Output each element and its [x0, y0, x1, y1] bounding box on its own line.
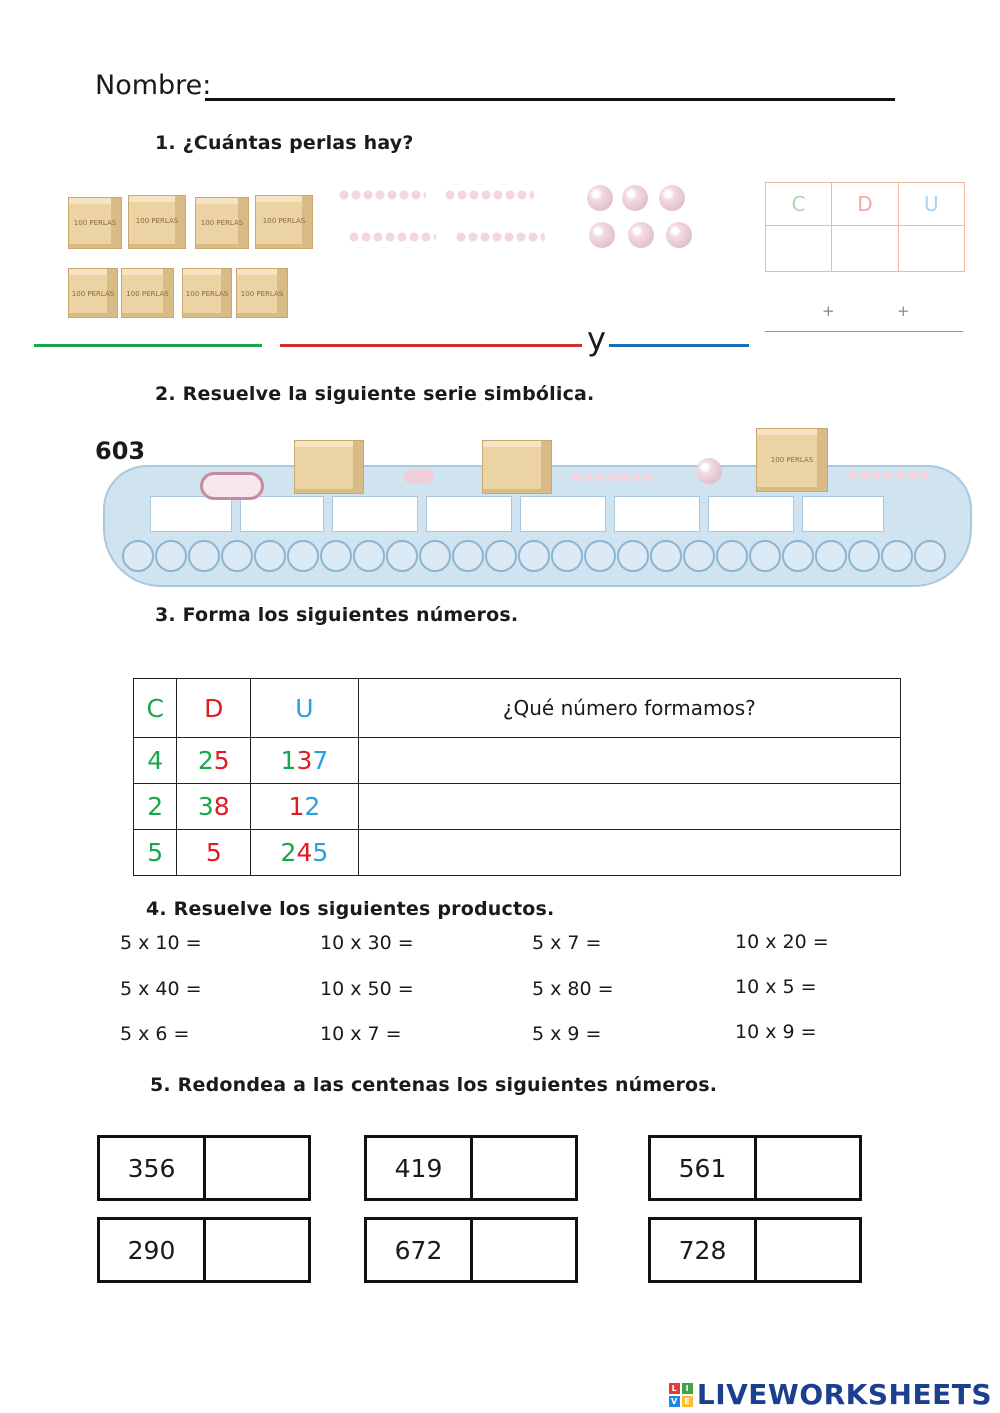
- conveyor-rollers: [120, 536, 955, 576]
- pearl-cluster-icon: [404, 470, 434, 484]
- pearl-icon: [587, 185, 613, 211]
- sum-line[interactable]: [765, 331, 963, 332]
- rounding-box: [97, 1217, 311, 1283]
- product-item: 5 x 40 =: [120, 978, 202, 1000]
- pearl-strand-icon: [338, 186, 426, 204]
- cell-c: 5: [134, 830, 177, 876]
- answer-cell[interactable]: [358, 830, 900, 876]
- plus-sign: +: [897, 302, 910, 320]
- cdu-header-c: C: [766, 183, 832, 226]
- series-answer-slot-6[interactable]: [614, 496, 700, 532]
- form-numbers-table: [133, 678, 901, 876]
- pearl-icon: [696, 458, 722, 484]
- table-row: [134, 738, 901, 784]
- pearl-box-icon: 100 PERLAS: [128, 195, 186, 249]
- series-answer-slot-1[interactable]: [150, 496, 232, 532]
- pearl-loop-icon: [200, 472, 264, 500]
- rounding-box: [648, 1217, 862, 1283]
- answer-line-hundreds[interactable]: [34, 344, 262, 347]
- pearl-strand-icon: [570, 468, 654, 486]
- product-item: 10 x 5 =: [735, 976, 817, 998]
- rounding-answer[interactable]: [206, 1220, 308, 1280]
- header-d: D: [177, 679, 251, 738]
- answer-cell[interactable]: [358, 784, 900, 830]
- rounding-number: 672: [367, 1220, 473, 1280]
- rounding-answer[interactable]: [473, 1220, 575, 1280]
- series-answer-slot-7[interactable]: [708, 496, 794, 532]
- pearl-strand-icon: [455, 228, 545, 246]
- cell-d: 5: [177, 830, 251, 876]
- pearl-box-empty-icon: [482, 440, 552, 494]
- series-answer-slot-4[interactable]: [426, 496, 512, 532]
- rounding-answer[interactable]: [473, 1138, 575, 1198]
- series-answer-slot-8[interactable]: [802, 496, 884, 532]
- cell-d: 38: [177, 784, 251, 830]
- product-item: 10 x 9 =: [735, 1021, 817, 1043]
- cdu-header-d: D: [832, 183, 898, 226]
- rounding-answer[interactable]: [206, 1138, 308, 1198]
- pearl-box-icon: 100 PERLAS: [68, 268, 118, 318]
- question-2-title: 2. Resuelve la siguiente serie simbólica.: [155, 383, 595, 405]
- pearl-box-icon: 100 PERLAS: [195, 197, 249, 249]
- product-item: 5 x 7 =: [532, 932, 602, 954]
- liveworksheets-logo: [669, 1378, 992, 1411]
- rounding-number: 356: [100, 1138, 206, 1198]
- cell-d: 25: [177, 738, 251, 784]
- cdu-answer-table: [765, 182, 965, 272]
- rounding-box: [648, 1135, 862, 1201]
- rounding-answer[interactable]: [757, 1138, 859, 1198]
- series-start-number: 603: [95, 437, 146, 465]
- rounding-number: 290: [100, 1220, 206, 1280]
- pearl-icon: [666, 222, 692, 248]
- pearl-icon: [589, 222, 615, 248]
- rounding-box: [364, 1135, 578, 1201]
- product-item: 5 x 6 =: [120, 1023, 190, 1045]
- pearl-box-icon: 100 PERLAS: [756, 428, 828, 492]
- rounding-box: [364, 1217, 578, 1283]
- rounding-number: 728: [651, 1220, 757, 1280]
- series-answer-slot-3[interactable]: [332, 496, 418, 532]
- pearl-icon: [659, 185, 685, 211]
- rounding-number: 561: [651, 1138, 757, 1198]
- question-4-title: 4. Resuelve los siguientes productos.: [146, 898, 555, 920]
- pearl-strand-icon: [846, 466, 930, 484]
- header-u: U: [251, 679, 359, 738]
- cdu-input-c[interactable]: [766, 226, 832, 272]
- plus-sign: +: [822, 302, 835, 320]
- cell-u: 245: [251, 830, 359, 876]
- cell-u: 137: [251, 738, 359, 784]
- cdu-input-d[interactable]: [832, 226, 898, 272]
- header-c: C: [134, 679, 177, 738]
- answer-line-units[interactable]: [609, 344, 749, 347]
- pearl-icon: [628, 222, 654, 248]
- product-item: 10 x 50 =: [320, 978, 414, 1000]
- product-item: 5 x 9 =: [532, 1023, 602, 1045]
- series-answer-slot-5[interactable]: [520, 496, 606, 532]
- liveworksheets-mark-icon: L I V E: [669, 1383, 693, 1407]
- rounding-box: [97, 1135, 311, 1201]
- cell-c: 4: [134, 738, 177, 784]
- connector-y: y: [587, 320, 606, 358]
- pearl-icon: [622, 185, 648, 211]
- pearl-box-icon: 100 PERLAS: [255, 195, 313, 249]
- product-item: 10 x 7 =: [320, 1023, 402, 1045]
- question-3-title: 3. Forma los siguientes números.: [155, 604, 519, 626]
- table-row: [134, 830, 901, 876]
- rollers-icon: [120, 536, 955, 576]
- product-item: 10 x 30 =: [320, 932, 414, 954]
- table-row: [134, 784, 901, 830]
- pearl-box-icon: 100 PERLAS: [68, 197, 122, 249]
- question-1-title: 1. ¿Cuántas perlas hay?: [155, 132, 414, 154]
- cdu-input-u[interactable]: [898, 226, 964, 272]
- answer-cell[interactable]: [358, 738, 900, 784]
- header-question: ¿Qué número formamos?: [358, 679, 900, 738]
- pearl-box-icon: 100 PERLAS: [236, 268, 288, 318]
- cell-u: 12: [251, 784, 359, 830]
- rounding-number: 419: [367, 1138, 473, 1198]
- pearl-strand-icon: [348, 228, 436, 246]
- cell-c: 2: [134, 784, 177, 830]
- answer-line-tens[interactable]: [280, 344, 582, 347]
- question-5-title: 5. Redondea a las centenas los siguientes números.: [150, 1074, 718, 1096]
- liveworksheets-brand: LIVEWORKSHEETS: [696, 1378, 992, 1411]
- pearl-box-empty-icon: [294, 440, 364, 494]
- name-label: Nombre:: [95, 70, 212, 101]
- pearl-box-icon: 100 PERLAS: [121, 268, 174, 318]
- pearl-strand-icon: [444, 186, 534, 204]
- product-item: 5 x 10 =: [120, 932, 202, 954]
- series-answer-slot-2[interactable]: [240, 496, 324, 532]
- pearl-box-icon: 100 PERLAS: [182, 268, 232, 318]
- product-item: 10 x 20 =: [735, 931, 829, 953]
- product-item: 5 x 80 =: [532, 978, 614, 1000]
- rounding-answer[interactable]: [757, 1220, 859, 1280]
- table-header-row: [134, 679, 901, 738]
- name-input-line[interactable]: [205, 98, 895, 101]
- cdu-header-u: U: [898, 183, 964, 226]
